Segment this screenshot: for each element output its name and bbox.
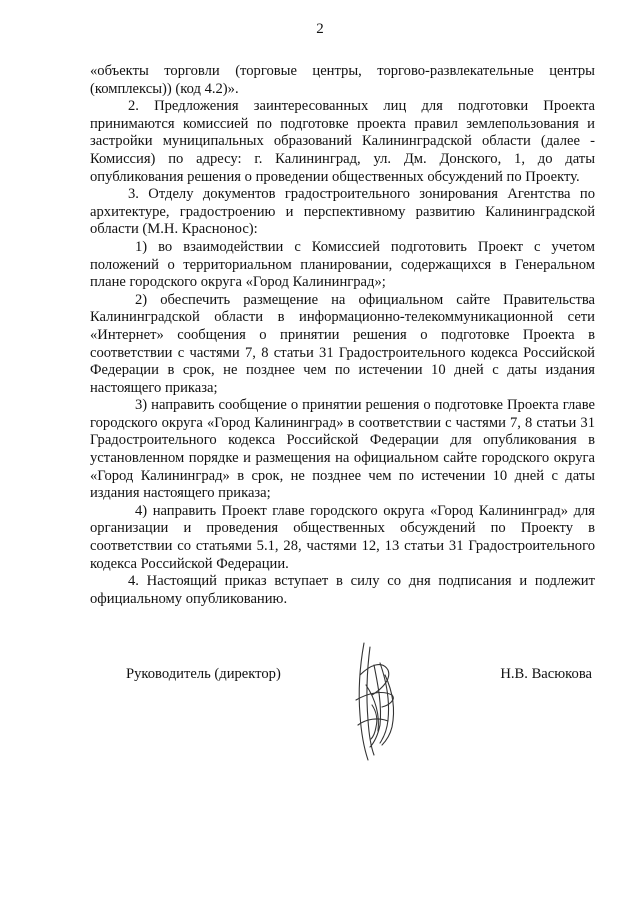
paragraph-item-3-3: 3) направить сообщение о принятии решения о подготовке Проекта главе городского округа «Город Калининград» в соответствии с частями 7, 8 статьи 31 Градостроительного кодекса Российской Федерации для опубликования в установленном порядке и размещения на официальном сайте городского округа «Город Калининград» в срок, не позднее чем по истечении 10 дней с даты издания настоящего приказа; <box>90 397 595 502</box>
document-body <box>90 63 595 608</box>
paragraph-continuation: «объекты торговли (торговые центры, торгово-развлекательные центры (комплексы)) (код 4.2)». <box>90 63 595 97</box>
paragraph-item-3-2: 2) обеспечить размещение на официальном сайте Правительства Калининградской области в информационно-телекоммуникационной сети «Интернет» сообщения о принятии решения о подготовке Проекта в соответствии с частями 7, 8 статьи 31 Градостроительного кодекса Российской Федерации в срок, не позднее чем по истечении 10 дней с даты издания настоящего приказа; <box>90 291 595 396</box>
signature-block <box>0 660 640 780</box>
paragraph-item-2: 2. Предложения заинтересованных лиц для подготовки Проекта принимаются комиссией по подготовке проекта правил землепользования и застройки муниципальных образований Калининградской области (далее - Комиссия) по адресу: г. Калининград, ул. Дм. Донского, 1, до даты опубликования решения о проведении общественных обсуждений по Проекту. <box>90 98 595 185</box>
signatory-role: Руководитель (директор) <box>126 666 281 682</box>
paragraph-item-3-4: 4) направить Проект главе городского округа «Город Калининград» для организации и проведения общественных обсуждений по Проекту в соответствии со статьями 5.1, 28, частями 12, 13 статьи 31 Градостроительного кодекса Российской Федерации. <box>90 502 595 572</box>
page-number: 2 <box>316 21 324 37</box>
signatory-name: Н.В. Васюкова <box>500 666 592 682</box>
paragraph-item-3: 3. Отделу документов градостроительного зонирования Агентства по архитектуре, градостроению и перспективному развитию Калининградской области (М.Н. Краснонос): <box>90 186 595 238</box>
paragraph-item-3-1: 1) во взаимодействии с Комиссией подготовить Проект с учетом положений о территориальном планировании, содержащихся в Генеральном плане городского округа «Город Калининград»; <box>90 238 595 291</box>
handwritten-signature-icon <box>330 635 420 770</box>
paragraph-item-4: 4. Настоящий приказ вступает в силу со дня подписания и подлежит официальному опубликованию. <box>90 573 595 607</box>
